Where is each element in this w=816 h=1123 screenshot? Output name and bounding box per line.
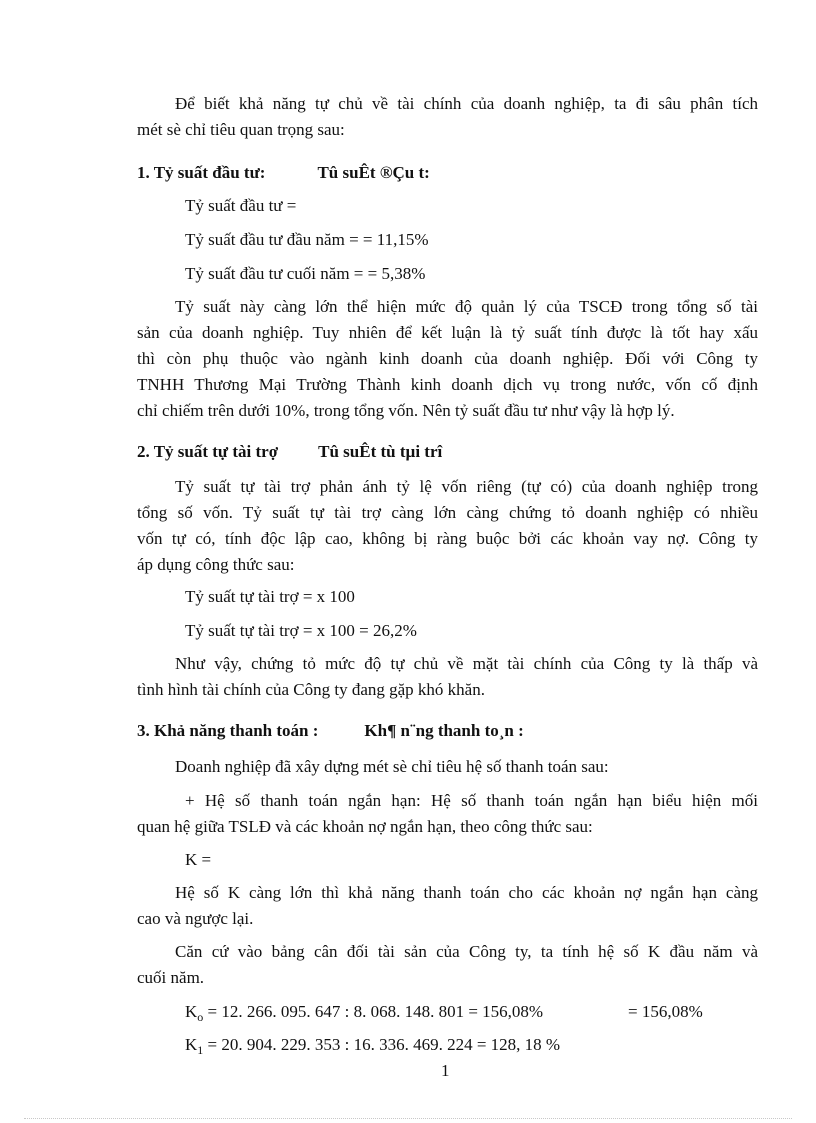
k1-calculation: [185, 1034, 560, 1061]
intro-line-2: mét sè chỉ tiêu quan trọng sau:: [137, 120, 345, 139]
section-2-heading: [137, 441, 442, 463]
section-1-heading: [137, 162, 430, 184]
balance-sheet-line-2: cuối năm.: [137, 968, 205, 987]
formula-self-funding-value: Tỷ suất tự tài trợ = x 100 = 26,2%: [185, 621, 417, 640]
section-1-para-line-5: chỉ chiếm trên dưới 10%, trong tổng vốn. Nên tỷ suất đầu tư như vậy là hợp lý.: [137, 401, 675, 420]
k0-subscript: o: [197, 1010, 204, 1024]
k0-symbol: K: [185, 1002, 198, 1021]
k-explanation-line-1: Hệ số K càng lớn thì khả năng thanh toán cho các khoản nợ ngắn hạn càng: [175, 883, 758, 902]
section-3-title: 3. Khả năng thanh toán :: [137, 721, 319, 740]
short-term-ratio-line-2: quan hệ giữa TSLĐ và các khoản nợ ngắn hạn, theo công thức sau:: [137, 817, 593, 836]
short-term-ratio-line-1: + Hệ số thanh toán ngắn hạn: Hệ số thanh toán ngắn hạn biểu hiện mối: [185, 791, 758, 810]
formula-self-funding: Tỷ suất tự tài trợ = x 100: [185, 587, 355, 606]
section-1-title: 1. Tỷ suất đầu tư:: [137, 163, 266, 182]
k-explanation-line-2: cao và ngược lại.: [137, 909, 254, 928]
k1-symbol: K: [185, 1035, 198, 1054]
section-2-conclusion-line-2: tình hình tài chính của Công ty đang gặp khó khăn.: [137, 680, 485, 699]
section-3-intro: Doanh nghiệp đã xây dựng mét sè chỉ tiêu hệ số thanh toán sau:: [175, 757, 609, 776]
k0-expression: = 12. 266. 095. 647 : 8. 068. 148. 801 = 156,08%: [203, 1002, 544, 1021]
formula-investment-end: Tỷ suất đầu tư cuối năm = = 5,38%: [185, 264, 426, 283]
k0-duplicate-result: = 156,08%: [628, 1002, 703, 1021]
section-3-heading: [137, 720, 524, 742]
section-1-para-line-1: Tỷ suất này càng lớn thể hiện mức độ quản lý của TSCĐ trong tổng số tài: [175, 297, 758, 316]
section-2-title: 2. Tỷ suất tự tài trợ: [137, 442, 279, 461]
section-2-conclusion-line-1: Như vậy, chứng tỏ mức độ tự chủ về mặt tài chính của Công ty là thấp và: [175, 654, 758, 673]
formula-investment-start: Tỷ suất đầu tư đầu năm = = 11,15%: [185, 230, 429, 249]
intro-line-1: Để biết khả năng tự chủ về tài chính của doanh nghiệp, ta đi sâu phân tích: [175, 94, 758, 113]
k0-calculation: [185, 1001, 543, 1028]
section-2-alt-title: Tû suÊt tù tµi trî: [318, 442, 443, 461]
section-2-para-line-3: vốn tự có, tính độc lập cao, không bị ràng buộc bởi các khoản vay nợ. Công ty: [137, 529, 758, 548]
section-2-para-line-2: tổng số vốn. Tỷ suất tự tài trợ càng lớn càng chứng tỏ doanh nghiệp có nhiều: [137, 503, 758, 522]
page-number: 1: [441, 1061, 450, 1080]
balance-sheet-line-1: Căn cứ vào bảng cân đối tài sản của Công ty, ta tính hệ số K đầu năm và: [175, 942, 758, 961]
formula-k: K =: [185, 850, 212, 869]
section-1-para-line-2: sản của doanh nghiệp. Tuy nhiên để kết luận là tỷ suất tính được là tốt hay xấu: [137, 323, 758, 342]
section-2-para-line-4: áp dụng công thức sau:: [137, 555, 295, 574]
section-1-para-line-3: thì còn phụ thuộc vào ngành kinh doanh của doanh nghiệp. Đối với Công ty: [137, 349, 758, 368]
k1-subscript: 1: [197, 1043, 204, 1057]
k1-expression: = 20. 904. 229. 353 : 16. 336. 469. 224 = 128, 18 %: [203, 1035, 561, 1054]
formula-investment-ratio: Tỷ suất đầu tư =: [185, 196, 297, 215]
section-2-para-line-1: Tỷ suất tự tài trợ phản ánh tỷ lệ vốn riêng (tự có) của doanh nghiệp trong: [175, 477, 758, 496]
section-1-para-line-4: TNHH Thương Mại Trường Thành kinh doanh dịch vụ trong nước, vốn cố định: [137, 375, 758, 394]
section-3-alt-title: Kh¶ n¨ng thanh to¸n :: [364, 721, 524, 740]
page-bottom-divider: [24, 1118, 792, 1119]
section-1-alt-title: Tû suÊt ®Çu t:: [317, 163, 430, 182]
